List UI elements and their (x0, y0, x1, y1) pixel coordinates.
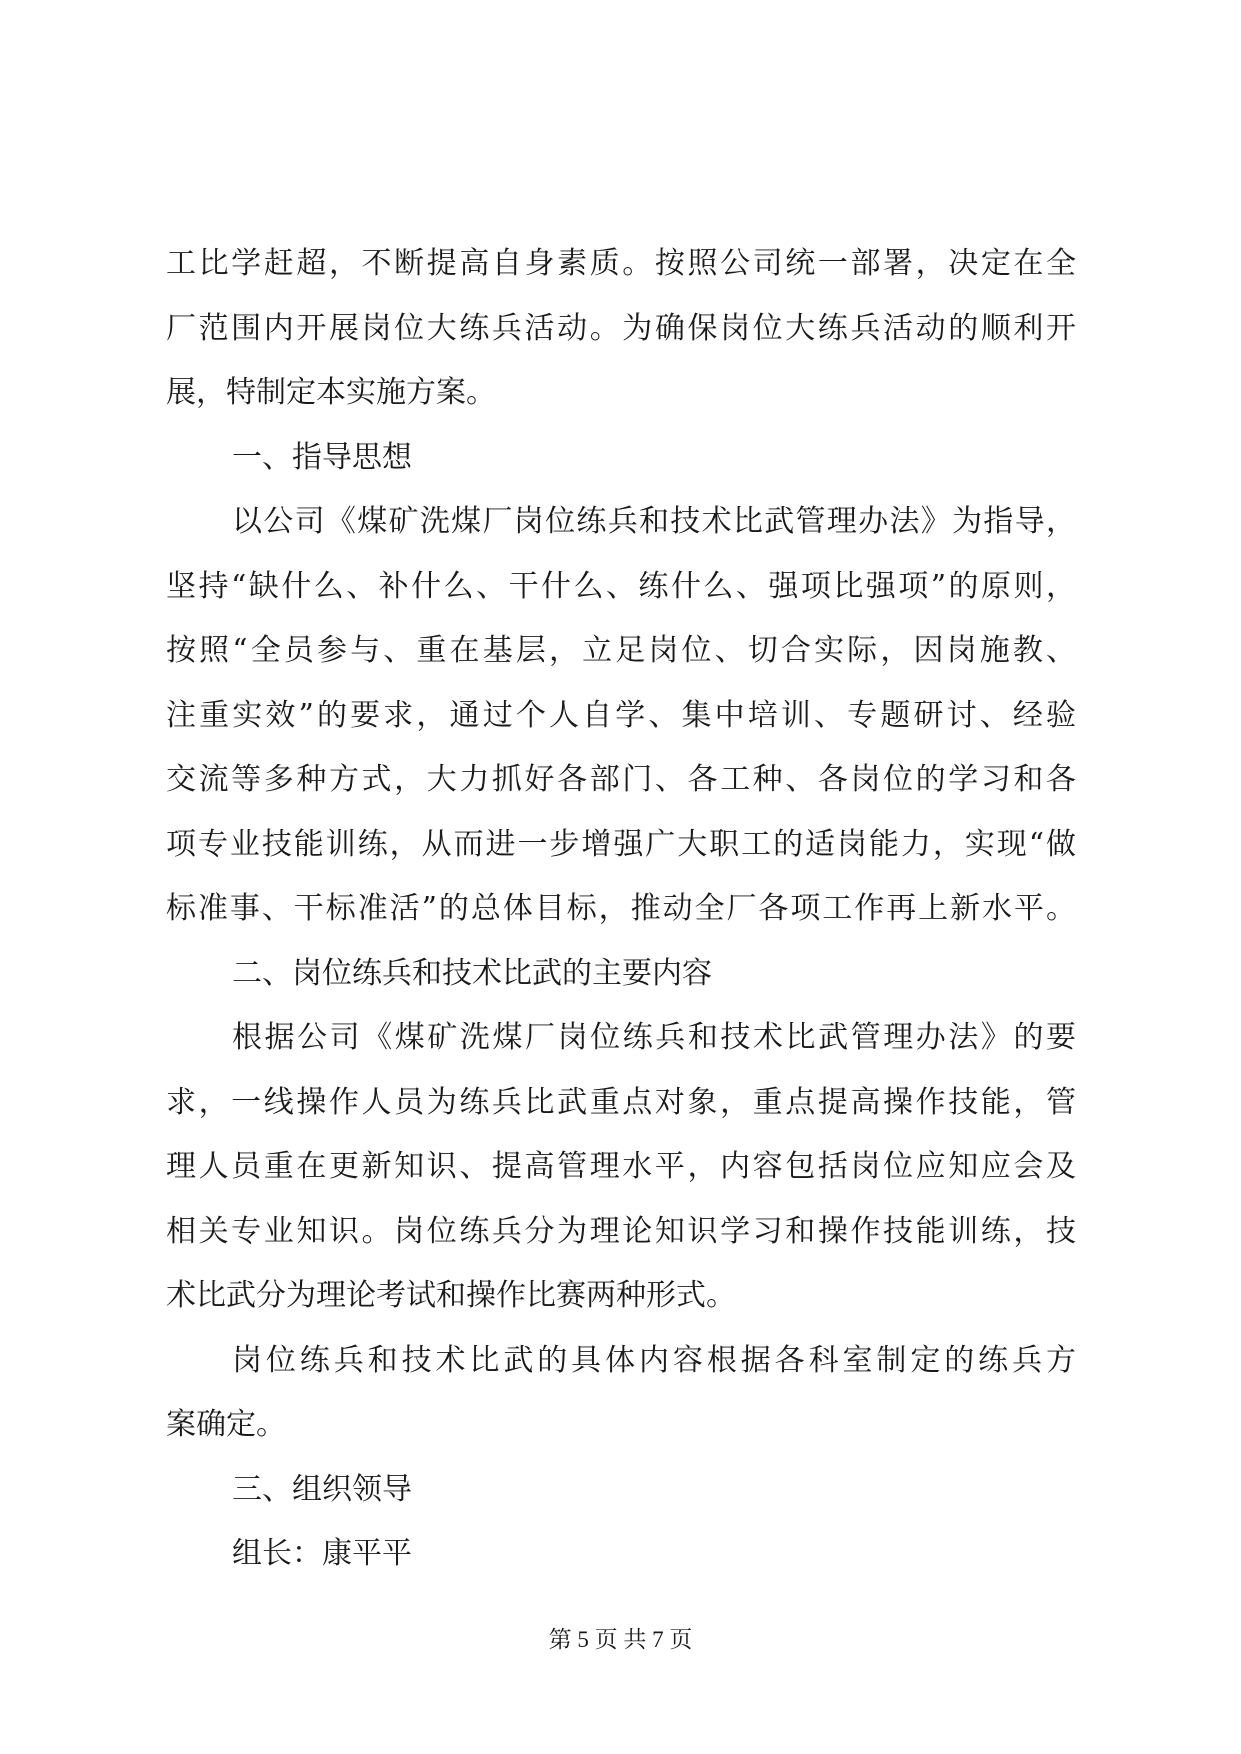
text-line: 理人员重在更新知识、提高管理水平，内容包括岗位应知应会及 (166, 1149, 1076, 1184)
text-line: 以公司《煤矿洗煤厂岗位练兵和技术比武管理办法》为指导， (232, 504, 1076, 539)
text-line: 求，一线操作人员为练兵比武重点对象，重点提高操作技能，管 (166, 1084, 1076, 1120)
page-number-footer: 第 5 页 共 7 页 (548, 1627, 693, 1652)
text-line: 展，特制定本实施方案。 (166, 375, 496, 410)
text-line: 厂范围内开展岗位大练兵活动。为确保岗位大练兵活动的顺利开 (166, 310, 1076, 346)
text-line: 相关专业知识。岗位练兵分为理论知识学习和操作技能训练，技 (166, 1213, 1076, 1249)
section-heading: 二、岗位练兵和技术比武的主要内容 (232, 955, 712, 991)
text-line: 交流等多种方式，大力抓好各部门、各工种、各岗位的学习和各 (166, 762, 1076, 797)
section-heading: 一、指导思想 (232, 439, 412, 475)
text-line: 标准事、干标准活”的总体目标，推动全厂各项工作再上新水平。 (166, 891, 1076, 926)
text-line: 工比学赶超，不断提高自身素质。按照公司统一部署，决定在全 (166, 246, 1076, 281)
text-line: 根据公司《煤矿洗煤厂岗位练兵和技术比武管理办法》的要 (232, 1020, 1076, 1055)
body-text (166, 232, 1076, 1587)
text-line: 岗位练兵和技术比武的具体内容根据各科室制定的练兵方 (232, 1342, 1076, 1378)
text-line: 注重实效”的要求，通过个人自学、集中培训、专题研讨、经验 (166, 697, 1076, 733)
text-line: 术比武分为理论考试和操作比赛两种形式。 (166, 1278, 736, 1313)
text-line: 组长：康平平 (232, 1536, 412, 1571)
text-line: 坚持“缺什么、补什么、干什么、练什么、强项比强项”的原则， (166, 568, 1076, 604)
text-line: 按照“全员参与、重在基层，立足岗位、切合实际，因岗施教、 (166, 633, 1076, 668)
text-line: 项专业技能训练，从而进一步增强广大职工的适岗能力，实现“做 (166, 826, 1076, 862)
text-line: 案确定。 (166, 1407, 286, 1442)
section-heading: 三、组织领导 (232, 1471, 412, 1507)
